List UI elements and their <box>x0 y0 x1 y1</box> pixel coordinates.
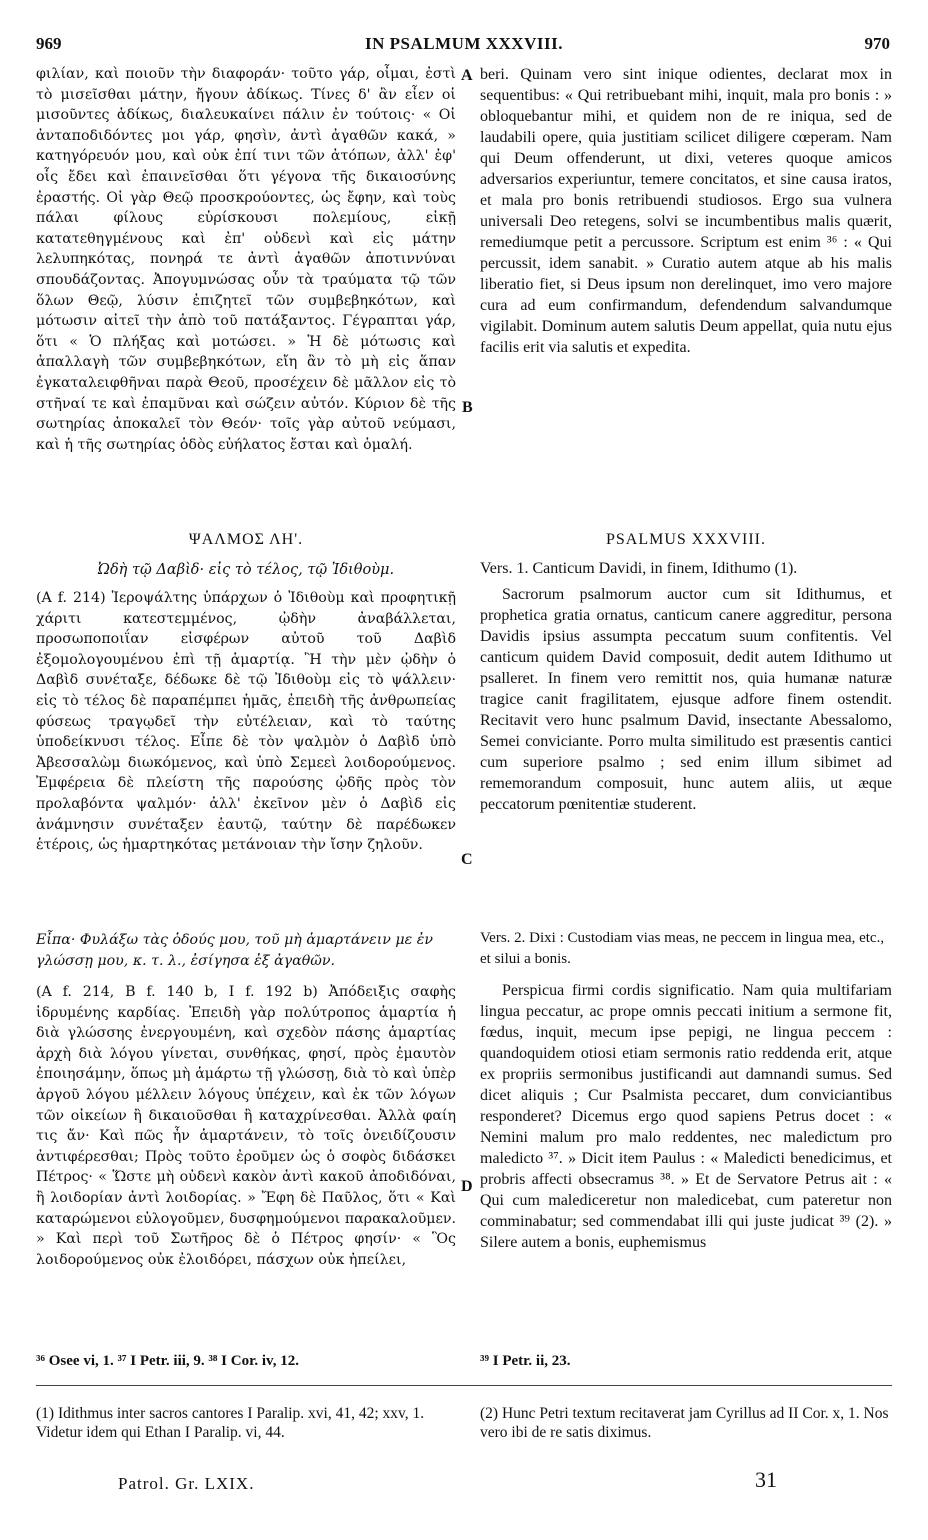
footnote-2: (2) Hunc Petri textum recitaverat jam Cyrillus ad II Cor. x, 1. Nos vero ibi de re satis diximus. <box>480 1405 889 1441</box>
latin-verse-2: Vers. 2. Dixi : Custodiam vias meas, ne peccem in lingua mea, etc., et silui a bonis. <box>480 930 885 967</box>
margin-marker-a: A <box>461 67 473 84</box>
greek-column-top <box>36 64 456 512</box>
gathering-number: 31 <box>755 1467 777 1492</box>
greek-verse-2-lemma: Εἶπα· Φυλάξω τὰς ὁδούς μου, τοῦ μὴ ἁμαρτάνειν με ἐν γλώσσῃ μου, κ. τ. λ., ἐσίγησα ἐξ ἀγαθῶν. <box>36 932 433 969</box>
greek-paragraph-verse1: (A f. 214) Ἱεροψάλτης ὑπάρχων ὁ Ἰδιθοὺμ καὶ προφητικῇ χάριτι κατεστεμμένος, ᾠδὴν ἀναβάλλεται, προσωποποιΐαν εἰσφέρων αὐτοῦ τοῦ Δαβὶδ ἐξομολογουμένου ἐπὶ τῇ ἁμαρτίᾳ. Ἢ τὴν μὲν ᾠδὴν ὁ Δαβὶδ συνέταξε, δέδωκε δὲ τῷ Ἰδιθοὺμ εἰς τὸ ψάλλειν· εἰς τὸ τέλος δὲ παραπέμπει ἡμᾶς, ἐπειδὴ τῆς ἀνθρωπείας φύσεως τραγῳδεῖ τὴν εὐτέλειαν, καὶ τὸ ταύτης ὑποδείκνυσι τέλος. Εἶπε δὲ τὸν ψαλμὸν ὁ Δαβὶδ ὑπὸ Ἀβεσσαλὼμ διωκόμενος, καὶ ὑπὸ Σεμεεὶ λοιδορούμενος. Ἐμφέρεια δὲ πλείστη τῆς παρούσης ᾠδῆς πρὸς τὸν προλαβόντα ψαλμόν· ἀλλ' ἐκεῖνον μὲν ὁ Δαβὶδ εἰς ἀνάμνησιν συνέταξεν ἑαυτῷ, ταύτην δὲ παρέδωκεν ἑτέροις, ὡς ἡμαρτηκότας μετάνοιαν τὴν ἴσην ζηλοῦν. <box>36 590 456 854</box>
latin-paragraph-verse2: Perspicua firmi cordis significatio. Nam quia multifariam lingua peccatur, ac prope omnis peccati initium a sermone fit, fœdus, inquit, mecum ipse pepigi, ne lingua peccem : quandoquidem otiosi etiam sermonis ratio reddenda erit, atque ex propriis sermonibus justificandi aut damnandi sumus. Sed dicet aliquis ; Cur Psalmista peccaret, dum conviciantibus responderet? Dicemus ergo quod sapiens Petrus docet : « Nemini malum pro malo reddentes, nec maledictum pro maledicto ³⁷. » Dicit item Paulus : « Maledicti benedicimus, et probris affecti obsecramus ³⁸. » Et de Servatore Petrus ait : « Qui cum malediceretur non maledicebat, cum pateretur non comminabatur; sed commendabat illi qui juste judicat ³⁹ (2). » Silere autem a bonis, euphemismus <box>480 982 892 1251</box>
greek-superscription: Ὠδὴ τῷ Δαβὶδ· εἰς τὸ τέλος, τῷ Ἰδιθοὺμ. <box>97 562 395 578</box>
latin-column-lower <box>480 980 892 1330</box>
latin-paragraph-top: beri. Quinam vero sint inique odientes, declarat mox in sequentibus: « Qui retribuebant mihi, inquit, mala pro bonis : » obloquebantur mihi, et quidem non de re iniqua, sed de laudabili opere, quia justitiam scilicet diligere cœperam. Nam qui Deum offenderunt, ut dixi, veteres quoque amicos adversarios experiuntur, temere concitatos, et sine causa iratos, et mala pro bonis retribuendi studiosos. Ergo sua vulnera universali Deo retegens, solvi se incumbentibus malis quærit, remediumque petit a percussore. Scriptum est enim ³⁶ : « Qui percussit, idem sanabit. » Curatio autem atque ab his malis liberatio fiet, si Deus ipsum non derelinquet, imo vero majore cura ad eum confirmandum, defendendum salvandumque vigilabit. Dominum autem salutis Deum appellat, quia nutu ejus facilis erit via salutis et expedita. <box>480 66 892 356</box>
scripture-references-left: ³⁶ Osee vi, 1. ³⁷ I Petr. iii, 9. ³⁸ I Cor. iv, 12. <box>36 1353 299 1369</box>
page-header <box>0 34 928 56</box>
latin-column-top <box>480 64 892 484</box>
greek-paragraph-top: φιλίαν, καὶ ποιοῦν τὴν διαφοράν· τοῦτο γάρ, οἶμαι, ἐστὶ τὸ μισεῖσθαι μάτην, ἤγουν ἀδίκως. Τίνες δ' ἂν εἶεν οἱ μισοῦντες ἀδίκως, διαλευκαίνει πάλιν ἐν τούτοις· « Οἱ ἀνταποδιδόντες μοι γάρ, φησὶν, ἀντὶ ἀγαθῶν κακά, » κατηγόρευόν μου, καὶ οὐκ ἐπί τινι τῶν ἀτόπων, ἀλλ' ἐφ' οἷς ἔδει καὶ ἐπαινεῖσθαι ὅτι γέγονα τῆς δικαιοσύνης ἐραστής. Οἱ γὰρ Θεῷ προσκρούοντες, ὡς ἔφην, καὶ τοὺς πάλαι φίλους εὑρίσκουσι πολεμίους, εἰκῇ κατατεθηγμένους καὶ ἐπ' οὐδενὶ καὶ εἰς μάτην λελυπηκότας, πονηρά τε ἀντὶ ἀγαθῶν ἀποτιννύναι σπουδάζοντας. Ἀπογυμνώσας οὖν τὰ τραύματα τῷ τῶν ὅλων Θεῷ, λύσιν ἐπιζητεῖ τῶν συμβεβηκότων, καὶ μότωσιν αἰτεῖ τὴν ἀπὸ τοῦ πατάξαντος. Γέγραπται γάρ, ὅτι « Ὁ πλήξας καὶ μοτώσει. » Ἡ δὲ μότωσις καὶ ἀπαλλαγὴ τῶν συμβεβηκότων, εἴη ἂν τὸ μὴ εἰς ἅπαν ἐγκαταλειφθῆναι παρὰ Θεοῦ, προσέχειν δὲ μᾶλλον εἰς τὸ στῆναί τε καὶ ἐπαμῦναι καὶ σώζειν αὐτόν. Κύριον δὲ τῆς σωτηρίας ἀποκαλεῖ τὸν Θεόν· τοῖς γὰρ αὐτοῦ νεύμασι, καὶ ἡ τῆς σωτηρίας ὁδὸς εὐήλατος ἔσται καὶ ὁμαλή. <box>36 66 456 453</box>
latin-verse-1: Vers. 1. Canticum Davidi, in finem, Idithumo (1). <box>480 560 798 577</box>
greek-paragraph-verse2: (A f. 214, B f. 140 b, I f. 192 b) Ἀπόδειξις σαφὴς ἱδρυμένης καρδίας. Ἐπειδὴ γὰρ πολύτροπος ἁμαρτία ἡ διὰ γλώσσης ἐνεργουμένη, καὶ σχεδὸν πάσης ἁμαρτίας ἀρχὴ διὰ λόγου γίνεται, συνθήκας, φησί, πρὸς ἐμαυτὸν ἐποιησάμην, ὅπως μὴ ἁμάρτω τῇ γλώσσῃ, διὰ τὸ καὶ ὑπὲρ ἀργοῦ λόγου μέλλειν λόγους ὑπέχειν, καὶ ἐκ τῶν λόγων τῶν οἰκείων ἢ δικαιοῦσθαι ἢ καταχρίνεσθαι. Ἀλλὰ φαίη τις ἄν· Καὶ πῶς ἦν ἁμαρτάνειν, τὸ τοῖς ὀνειδίζουσιν ἀντιφέρεσθαι; Πρὸς τοῦτο ἐροῦμεν ὡς ὁ σοφὸς διδάσκει Πέτρος· « Ὥστε μὴ οὐδενὶ κακὸν ἀντὶ κακοῦ ἀποδιδόναι, ἢ λοιδορίαν ἀντὶ λοιδορίας. » Ἔφη δὲ Παῦλος, ὅτι « Καὶ καταρώμενοι εὐλογοῦμεν, δυσφημούμενοι παρακαλοῦμεν. » Καὶ περὶ τοῦ Σωτῆρος δὲ ὁ Πέτρος φησίν· « Ὃς λοιδορούμενος οὐκ ἐλοιδόρει, πάσχων οὐκ ἠπείλει, <box>36 984 456 1268</box>
greek-psalm-title: ΨΑΛΜΟΣ ΛΗ'. <box>188 531 304 548</box>
greek-column-middle <box>36 588 456 918</box>
margin-marker-c: C <box>461 851 473 868</box>
page-number-right: 970 <box>864 34 890 53</box>
latin-paragraph-verse1: Sacrorum psalmorum auctor cum sit Idithumus, et prophetica gratia ornatus, canticum canere aggreditur, persona Davidis ipsius assumpta peccatum suum confitentis. Vel canticum quidem David composuit, dedit autem Idithumo ut psalleret. In finem vero remittit nos, quia humanæ naturæ tragice canit fragilitatem, ejusque adfore finem ostendit. Recitavit vero hunc psalmum David, insectante Abessalomo, Semei conviciante. Porro multa similitudo est præsentis cantici cum superiore psalmo ; sed enim illum sibimet ad rememorandum composuit, hunc autem aliis, ut æque peccatorum pœnitentiæ studerent. <box>480 586 892 813</box>
volume-signature: Patrol. Gr. LXIX. <box>118 1474 255 1493</box>
latin-psalm-title: PSALMUS XXXVIII. <box>605 531 766 548</box>
footnote-divider <box>36 1385 892 1386</box>
running-title: IN PSALMUM XXXVIII. <box>365 34 563 53</box>
page-number-left: 969 <box>36 34 62 53</box>
margin-marker-d: D <box>461 1178 473 1195</box>
scripture-references-right: ³⁹ I Petr. ii, 23. <box>480 1353 571 1369</box>
greek-column-lower <box>36 982 456 1330</box>
margin-marker-b: B <box>462 399 473 416</box>
latin-column-middle <box>480 584 892 894</box>
footnote-1: (1) Idithmus inter sacros cantores I Paralip. xvi, 41, 42; xxv, 1. Videtur idem qui Ethan I Paralip. vi, 44. <box>36 1405 425 1441</box>
